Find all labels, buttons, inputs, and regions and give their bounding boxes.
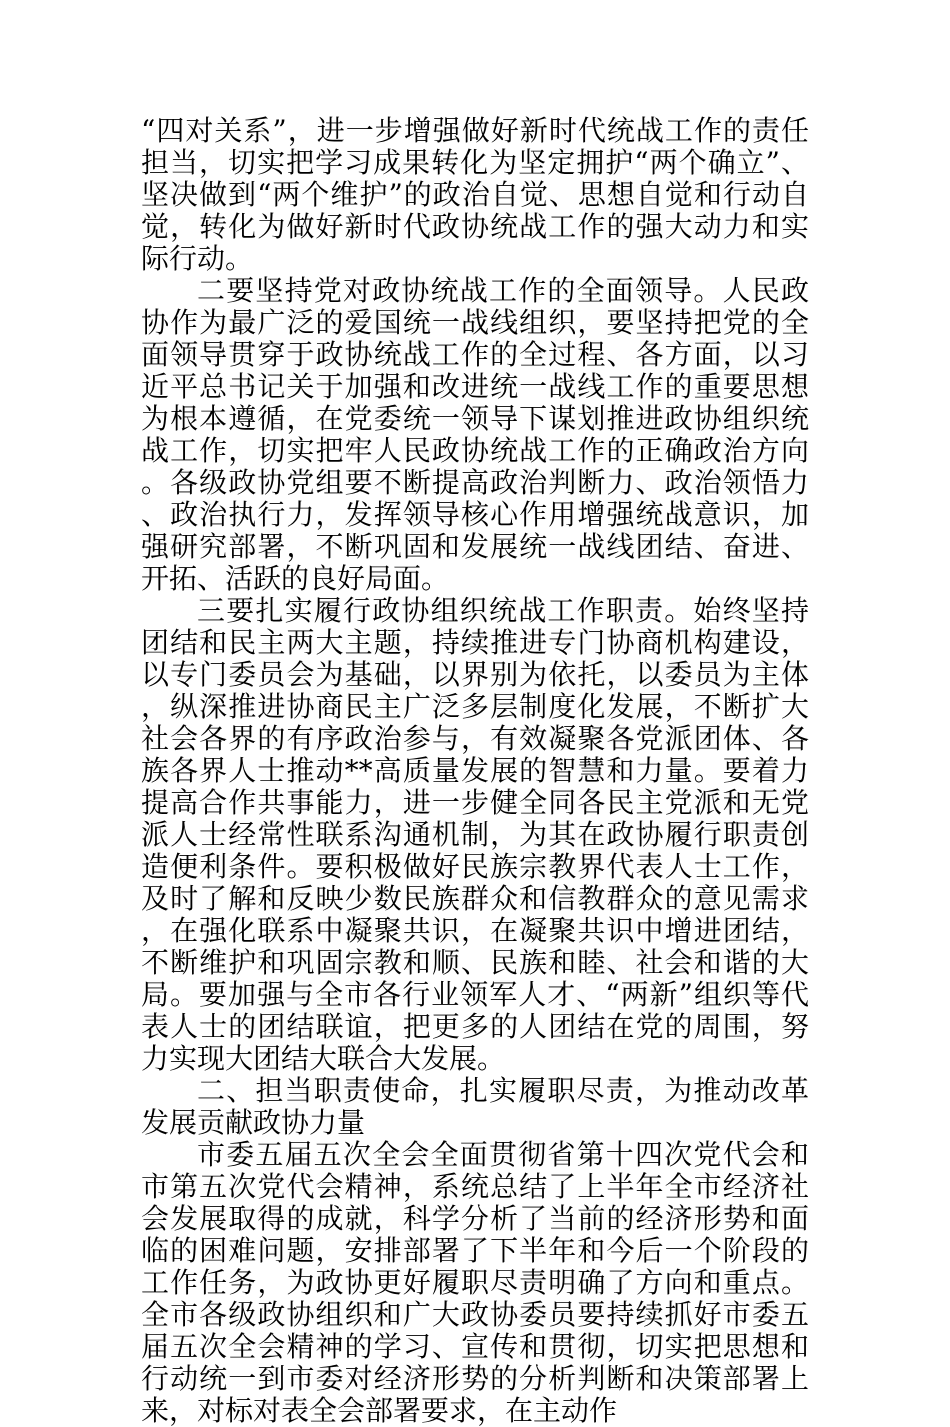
section-heading-two: 二、担当职责使命，扎实履职尽责，为推动改革发展贡献政协力量 (141, 1074, 809, 1139)
paragraph-united-front-duties: 三要扎实履行政协组织统战工作职责。始终坚持团结和民主两大主题，持续推进专门协商机构建设，以专门委员会为基础，以界别为依托，以委员为主体，纵深推进协商民主广泛多层制度化发展，不断扩大社会各界的有序政治参与，有效凝聚各党派团体、各族各界人士推动**高质量发展的智慧和力量。要着力提高合作共事能力，进一步健全同各民主党派和无党派人士经常性联系沟通机制，为其在政协履行职责创造便利条件。要积极做好民族宗教界代表人士工作，及时了解和反映少数民族群众和信教群众的意见需求，在强化联系中凝聚共识，在凝聚共识中增进团结，不断维护和巩固宗教和顺、民族和睦、社会和谐的大局。要加强与全市各行业领军人才、“两新”组织等代表人士的团结联谊，把更多的人团结在党的周围，努力实现大团结大联合大发展。 (141, 594, 809, 1075)
paragraph-continuation: “四对关系”，进一步增强做好新时代统战工作的责任担当，切实把学习成果转化为坚定拥护“两个确立”、坚决做到“两个维护”的政治自觉、思想自觉和行动自觉，转化为做好新时代政协统战工作的强大动力和实际行动。 (141, 114, 809, 275)
paragraph-plenary-session: 市委五届五次全会全面贯彻省第十四次党代会和市第五次党代会精神，系统总结了上半年全市经济社会发展取得的成就，科学分析了当前的经济形势和面临的困难问题，安排部署了下半年和今后一个阶段的工作任务，为政协更好履职尽责明确了方向和重点。全市各级政协组织和广大政协委员要持续抓好市委五届五次全会精神的学习、宣传和贯彻，切实把思想和行动统一到市委对经济形势的分析判断和决策部署上来，对标对表全会部署要求，在主动作 (141, 1138, 809, 1427)
paragraph-party-leadership: 二要坚持党对政协统战工作的全面领导。人民政协作为最广泛的爱国统一战线组织，要坚持把党的全面领导贯穿于政协统战工作的全过程、各方面，以习近平总书记关于加强和改进统一战线工作的重要思想为根本遵循，在党委统一领导下谋划推进政协组织统战工作，切实把牢人民政协统战工作的正确政治方向。各级政协党组要不断提高政治判断力、政治领悟力、政治执行力，发挥领导核心作用增强统战意识，加强研究部署，不断巩固和发展统一战线团结、奋进、开拓、活跃的良好局面。 (141, 274, 809, 595)
document-body (141, 115, 809, 1427)
